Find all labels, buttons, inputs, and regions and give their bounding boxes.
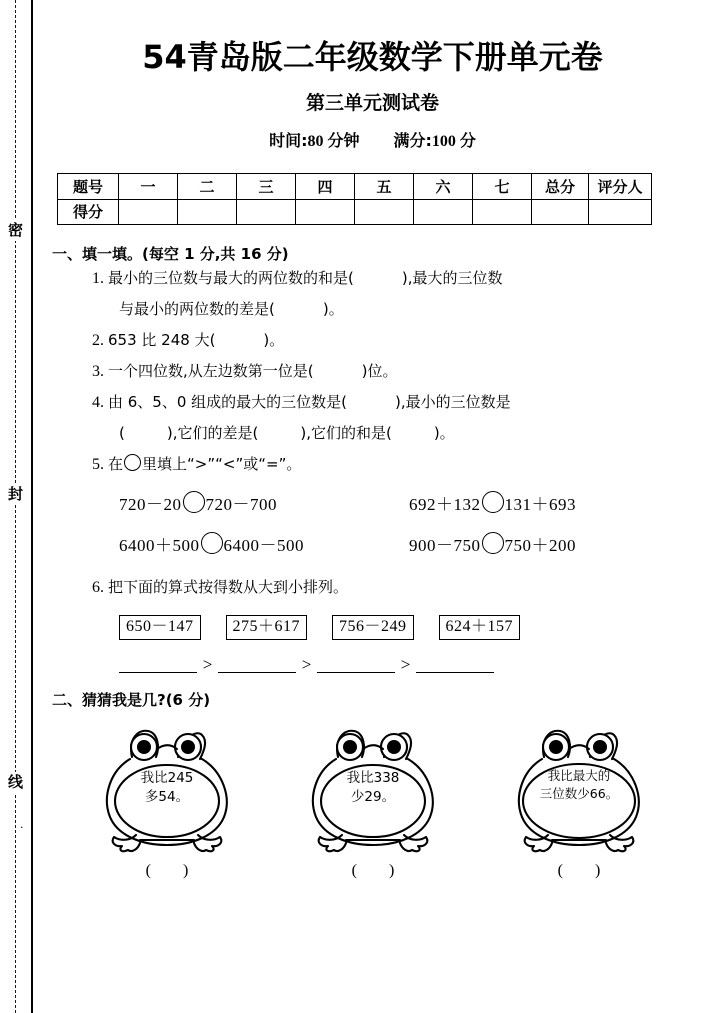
seal-char-mi: 密 bbox=[0, 220, 31, 241]
seal-tick-mark: · bbox=[20, 821, 24, 834]
page-title: 54青岛版二年级数学下册单元卷 bbox=[142, 38, 603, 76]
frog-answer-3[interactable]: ( ) bbox=[557, 862, 615, 880]
compare-pair-4-left: 900－750 bbox=[409, 535, 481, 555]
compare-circle-4[interactable] bbox=[482, 532, 504, 554]
table-row-score bbox=[58, 199, 652, 224]
score-cell-6[interactable] bbox=[414, 199, 473, 224]
seal-solid-line bbox=[31, 0, 33, 1013]
time-value: 80 分钟 bbox=[307, 133, 360, 151]
score-cell-3[interactable] bbox=[237, 199, 296, 224]
order-blank-2[interactable] bbox=[218, 654, 296, 673]
question-4-line2-c: ),它们的和是( bbox=[300, 423, 392, 442]
frog-item-2 bbox=[270, 723, 476, 880]
question-4-line2-b: ),它们的差是( bbox=[166, 423, 259, 442]
question-4-line2-a: ( bbox=[119, 423, 125, 442]
compare-pair-2-right: 131＋693 bbox=[504, 494, 576, 514]
section-heading-2: 二、猜猜我是几?(6 分) bbox=[52, 691, 211, 710]
order-blank-3[interactable] bbox=[317, 654, 395, 673]
question-6-number: 6. bbox=[92, 578, 104, 596]
table-row-header bbox=[58, 173, 652, 199]
seal-char-feng: 封 bbox=[0, 484, 31, 505]
expression-box-4[interactable]: 624＋157 bbox=[439, 615, 521, 640]
question-1-line1-b: ),最大的三位数 bbox=[401, 268, 503, 287]
expression-box-3[interactable]: 756－249 bbox=[332, 615, 414, 640]
page-subtitle: 第三单元测试卷 bbox=[305, 92, 439, 115]
frog-icon-3 bbox=[504, 723, 654, 858]
ordering-answer-row bbox=[119, 654, 705, 673]
score-cell-total[interactable] bbox=[532, 199, 589, 224]
question-2-line1-b: )。 bbox=[263, 330, 285, 349]
question-3-number: 3. bbox=[92, 362, 104, 380]
question-5-prompt-b: 里填上“>”“<”或“=”。 bbox=[142, 454, 302, 473]
score-table-row-label-1: 得分 bbox=[58, 199, 119, 224]
compare-circle-2[interactable] bbox=[482, 491, 504, 513]
question-4-line2-d: )。 bbox=[433, 423, 455, 442]
exam-meta-line bbox=[40, 114, 705, 151]
order-separator-1: > bbox=[202, 655, 213, 675]
frog-text-1-line2: 多54。 bbox=[144, 789, 190, 806]
compare-pair-4 bbox=[409, 531, 576, 556]
question-1-line2-a: 与最小的两位数的差是( bbox=[119, 299, 275, 318]
compare-row-1 bbox=[119, 490, 679, 515]
frog-text-1-line1: 我比245 bbox=[140, 770, 194, 787]
score-table-col-1: 一 bbox=[119, 173, 178, 199]
score-table-col-7: 七 bbox=[473, 173, 532, 199]
order-blank-4[interactable] bbox=[416, 654, 494, 673]
order-separator-2: > bbox=[301, 655, 312, 675]
question-5-prompt-a: 在 bbox=[108, 454, 124, 473]
score-table-col-total: 总分 bbox=[532, 173, 589, 199]
expression-box-2[interactable]: 275＋617 bbox=[226, 615, 308, 640]
compare-pair-3 bbox=[119, 531, 409, 556]
exam-page-body bbox=[40, 0, 705, 1013]
score-table-col-2: 二 bbox=[178, 173, 237, 199]
question-1-line2-b: )。 bbox=[322, 299, 344, 318]
seal-char-xian: 线 bbox=[0, 772, 31, 793]
question-5-number: 5. bbox=[92, 455, 104, 473]
expression-box-1[interactable]: 650－147 bbox=[119, 615, 201, 640]
frog-icon-1 bbox=[92, 723, 242, 858]
question-1-line2 bbox=[119, 294, 705, 325]
question-4 bbox=[92, 387, 705, 418]
total-score-value: 100 分 bbox=[431, 133, 476, 151]
question-5 bbox=[92, 449, 705, 480]
seal-dashed-line bbox=[15, 0, 16, 1013]
score-table-col-rater: 评分人 bbox=[589, 173, 652, 199]
question-4-line1-a: 由 6、5、0 组成的最大的三位数是( bbox=[108, 392, 348, 411]
score-cell-4[interactable] bbox=[296, 199, 355, 224]
frog-answer-2[interactable]: ( ) bbox=[351, 862, 409, 880]
score-cell-2[interactable] bbox=[178, 199, 237, 224]
score-table bbox=[57, 173, 652, 225]
frog-answer-1[interactable]: ( ) bbox=[145, 862, 203, 880]
circle-icon bbox=[124, 454, 141, 471]
time-label: 时间: bbox=[269, 131, 308, 151]
order-separator-3: > bbox=[400, 655, 411, 675]
frog-text-3-line1: 我比最大的 bbox=[547, 768, 611, 784]
question-3-line1-a: 一个四位数,从左边数第一位是( bbox=[108, 361, 314, 380]
question-1 bbox=[92, 263, 705, 294]
question-4-line2 bbox=[119, 418, 705, 449]
question-4-line1-b: ),最小的三位数是 bbox=[395, 392, 511, 411]
question-2 bbox=[92, 325, 705, 356]
score-table-col-6: 六 bbox=[414, 173, 473, 199]
score-table-row-label-0: 题号 bbox=[58, 173, 119, 199]
frog-item-1 bbox=[64, 723, 270, 880]
compare-row-2 bbox=[119, 531, 679, 556]
question-6-prompt: 把下面的算式按得数从大到小排列。 bbox=[108, 577, 349, 596]
compare-pair-1 bbox=[119, 490, 409, 515]
section-heading-1: 一、填一填。(每空 1 分,共 16 分) bbox=[52, 244, 289, 263]
question-1-line1-a: 最小的三位数与最大的两位数的和是( bbox=[108, 268, 354, 287]
compare-circle-1[interactable] bbox=[183, 491, 205, 513]
frog-text-2-line2: 少29。 bbox=[350, 789, 396, 806]
compare-pair-1-right: 720－700 bbox=[205, 494, 277, 514]
frog-text-2-line1: 我比338 bbox=[346, 770, 400, 787]
score-table-col-4: 四 bbox=[296, 173, 355, 199]
compare-pair-3-right: 6400－500 bbox=[223, 535, 304, 555]
compare-grid bbox=[119, 490, 679, 556]
compare-pair-2-left: 692＋132 bbox=[409, 494, 481, 514]
compare-circle-3[interactable] bbox=[201, 532, 223, 554]
question-6 bbox=[92, 572, 705, 603]
total-score-label: 满分: bbox=[393, 131, 432, 151]
question-1-number: 1. bbox=[92, 269, 104, 287]
frog-item-3 bbox=[476, 723, 682, 880]
frogs-row bbox=[64, 723, 684, 880]
question-2-number: 2. bbox=[92, 331, 104, 349]
question-2-line1-a: 653 比 248 大( bbox=[108, 330, 216, 349]
question-3 bbox=[92, 356, 705, 387]
score-table-col-5: 五 bbox=[355, 173, 414, 199]
score-table-wrapper bbox=[57, 173, 649, 225]
question-4-number: 4. bbox=[92, 393, 104, 411]
question-3-line1-b: )位。 bbox=[361, 361, 398, 380]
compare-pair-4-right: 750＋200 bbox=[504, 535, 576, 555]
score-cell-7[interactable] bbox=[473, 199, 532, 224]
compare-pair-2 bbox=[409, 490, 576, 515]
order-blank-1[interactable] bbox=[119, 654, 197, 673]
frog-text-3-line2: 三位数少66。 bbox=[539, 786, 619, 802]
expression-boxes-row bbox=[119, 615, 705, 640]
score-cell-1[interactable] bbox=[119, 199, 178, 224]
score-cell-5[interactable] bbox=[355, 199, 414, 224]
compare-pair-3-left: 6400＋500 bbox=[119, 535, 200, 555]
frog-icon-2 bbox=[298, 723, 448, 858]
score-cell-rater[interactable] bbox=[589, 199, 652, 224]
score-table-col-3: 三 bbox=[237, 173, 296, 199]
compare-pair-1-left: 720－20 bbox=[119, 494, 182, 514]
